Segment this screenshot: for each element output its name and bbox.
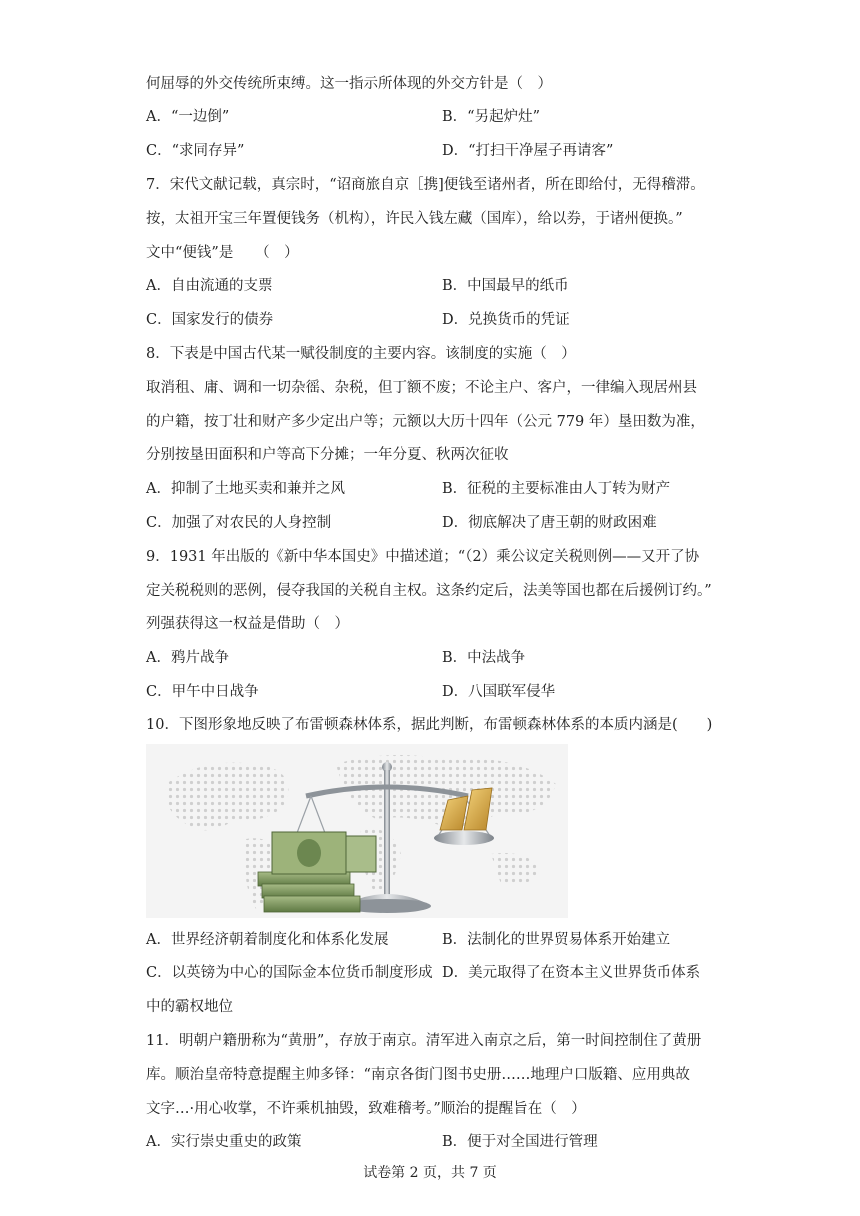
q7-stem-line-3: 文中“便钱”是 （ ） (146, 245, 299, 261)
q6-option-a[interactable]: A．“一边倒” (146, 109, 230, 125)
q6-option-b[interactable]: B．“另起炉灶” (442, 109, 540, 125)
q9-option-c[interactable]: C．甲午中日战争 (146, 684, 259, 700)
q7-stem-line-2: 按，太祖开宝三年置便钱务（机构），许民入钱左藏（国库），给以券，于诸州便换。” (146, 211, 683, 227)
q7-option-a[interactable]: A．自由流通的支票 (146, 278, 273, 294)
q10-option-d-cont: 中的霸权地位 (146, 999, 233, 1015)
q9-stem-line-1: 9．1931 年出版的《新中华本国史》中描述道；“（2）乘公议定关税则例——又开了协 (146, 549, 700, 565)
q7-option-d[interactable]: D．兑换货币的凭证 (442, 312, 570, 328)
page-footer: 试卷第 2 页，共 7 页 (363, 1165, 497, 1181)
q10-option-b[interactable]: B．法制化的世界贸易体系开始建立 (442, 932, 671, 948)
q8-table-line-1: 取消租、庸、调和一切杂徭、杂税，但丁额不废；不论主户、客户，一律编入现居州县 (146, 380, 697, 396)
q10-option-d[interactable]: D．美元取得了在资本主义世界货币体系 (442, 965, 701, 981)
q9-stem-line-3: 列强获得这一权益是借助（ ） (146, 616, 349, 632)
q10-option-a[interactable]: A．世界经济朝着制度化和体系化发展 (146, 932, 389, 948)
q10-stem: 10．下图形象地反映了布雷顿森林体系，据此判断，布雷顿森林体系的本质内涵是( ) (146, 717, 713, 733)
q8-table-line-2: 的户籍，按丁壮和财产多少定出户等；元额以大历十四年（公元 779 年）垦田数为准， (146, 414, 705, 430)
q9-option-d[interactable]: D．八国联军侵华 (442, 684, 556, 700)
q6-stem-cont: 何屈辱的外交传统所束缚。这一指示所体现的外交方针是（ ） (146, 76, 552, 92)
q8-option-a[interactable]: A．抑制了土地买卖和兼并之风 (146, 481, 345, 497)
q9-stem-line-2: 定关税税则的恶例，侵夺我国的关税自主权。这条约定后，法美等国也都在后援例订约。” (146, 583, 712, 599)
q11-option-a[interactable]: A．实行崇史重史的政策 (146, 1134, 302, 1150)
q8-option-b[interactable]: B．征税的主要标准由人丁转为财产 (442, 481, 671, 497)
q7-option-b[interactable]: B．中国最早的纸币 (442, 278, 569, 294)
q11-stem-line-3: 文字…·用心收掌，不许乘机抽毁，致难稽考。”顺治的提醒旨在（ ） (146, 1101, 586, 1117)
q6-option-c[interactable]: C．“求同存异” (146, 143, 245, 159)
q11-stem-line-2: 库。顺治皇帝特意提醒主帅多铎：“南京各街门图书史册……地理户口版籍、应用典故 (146, 1067, 690, 1083)
q9-option-b[interactable]: B．中法战争 (442, 650, 526, 666)
q9-option-a[interactable]: A．鸦片战争 (146, 650, 229, 666)
q8-option-d[interactable]: D．彻底解决了唐王朝的财政困难 (442, 515, 657, 531)
q7-stem-line-1: 7．宋代文献记载，真宗时，“诏商旅自京［携]便钱至诸州者，所在即给付，无得稽滞。 (146, 177, 705, 193)
q11-option-b[interactable]: B．便于对全国进行管理 (442, 1134, 598, 1150)
world-map-dots (165, 755, 556, 909)
q8-stem-line-1: 8．下表是中国古代某一赋役制度的主要内容。该制度的实施（ ） (146, 346, 576, 362)
q6-option-d[interactable]: D．“打扫干净屋子再请客” (442, 143, 614, 159)
q8-option-c[interactable]: C．加强了对农民的人身控制 (146, 515, 332, 531)
q11-stem-line-1: 11．明朝户籍册称为“黄册”，存放于南京。清军进入南京之后，第一时间控制住了黄册 (146, 1033, 702, 1049)
dollar-bills-icon (258, 832, 376, 912)
q10-option-c[interactable]: C．以英镑为中心的国际金本位货币制度形成 (146, 965, 433, 981)
q8-table-line-3: 分别按垦田面积和户等高下分摊；一年分夏、秋两次征收 (146, 447, 509, 463)
q7-option-c[interactable]: C．国家发行的债券 (146, 312, 274, 328)
bretton-woods-illustration (146, 744, 568, 918)
